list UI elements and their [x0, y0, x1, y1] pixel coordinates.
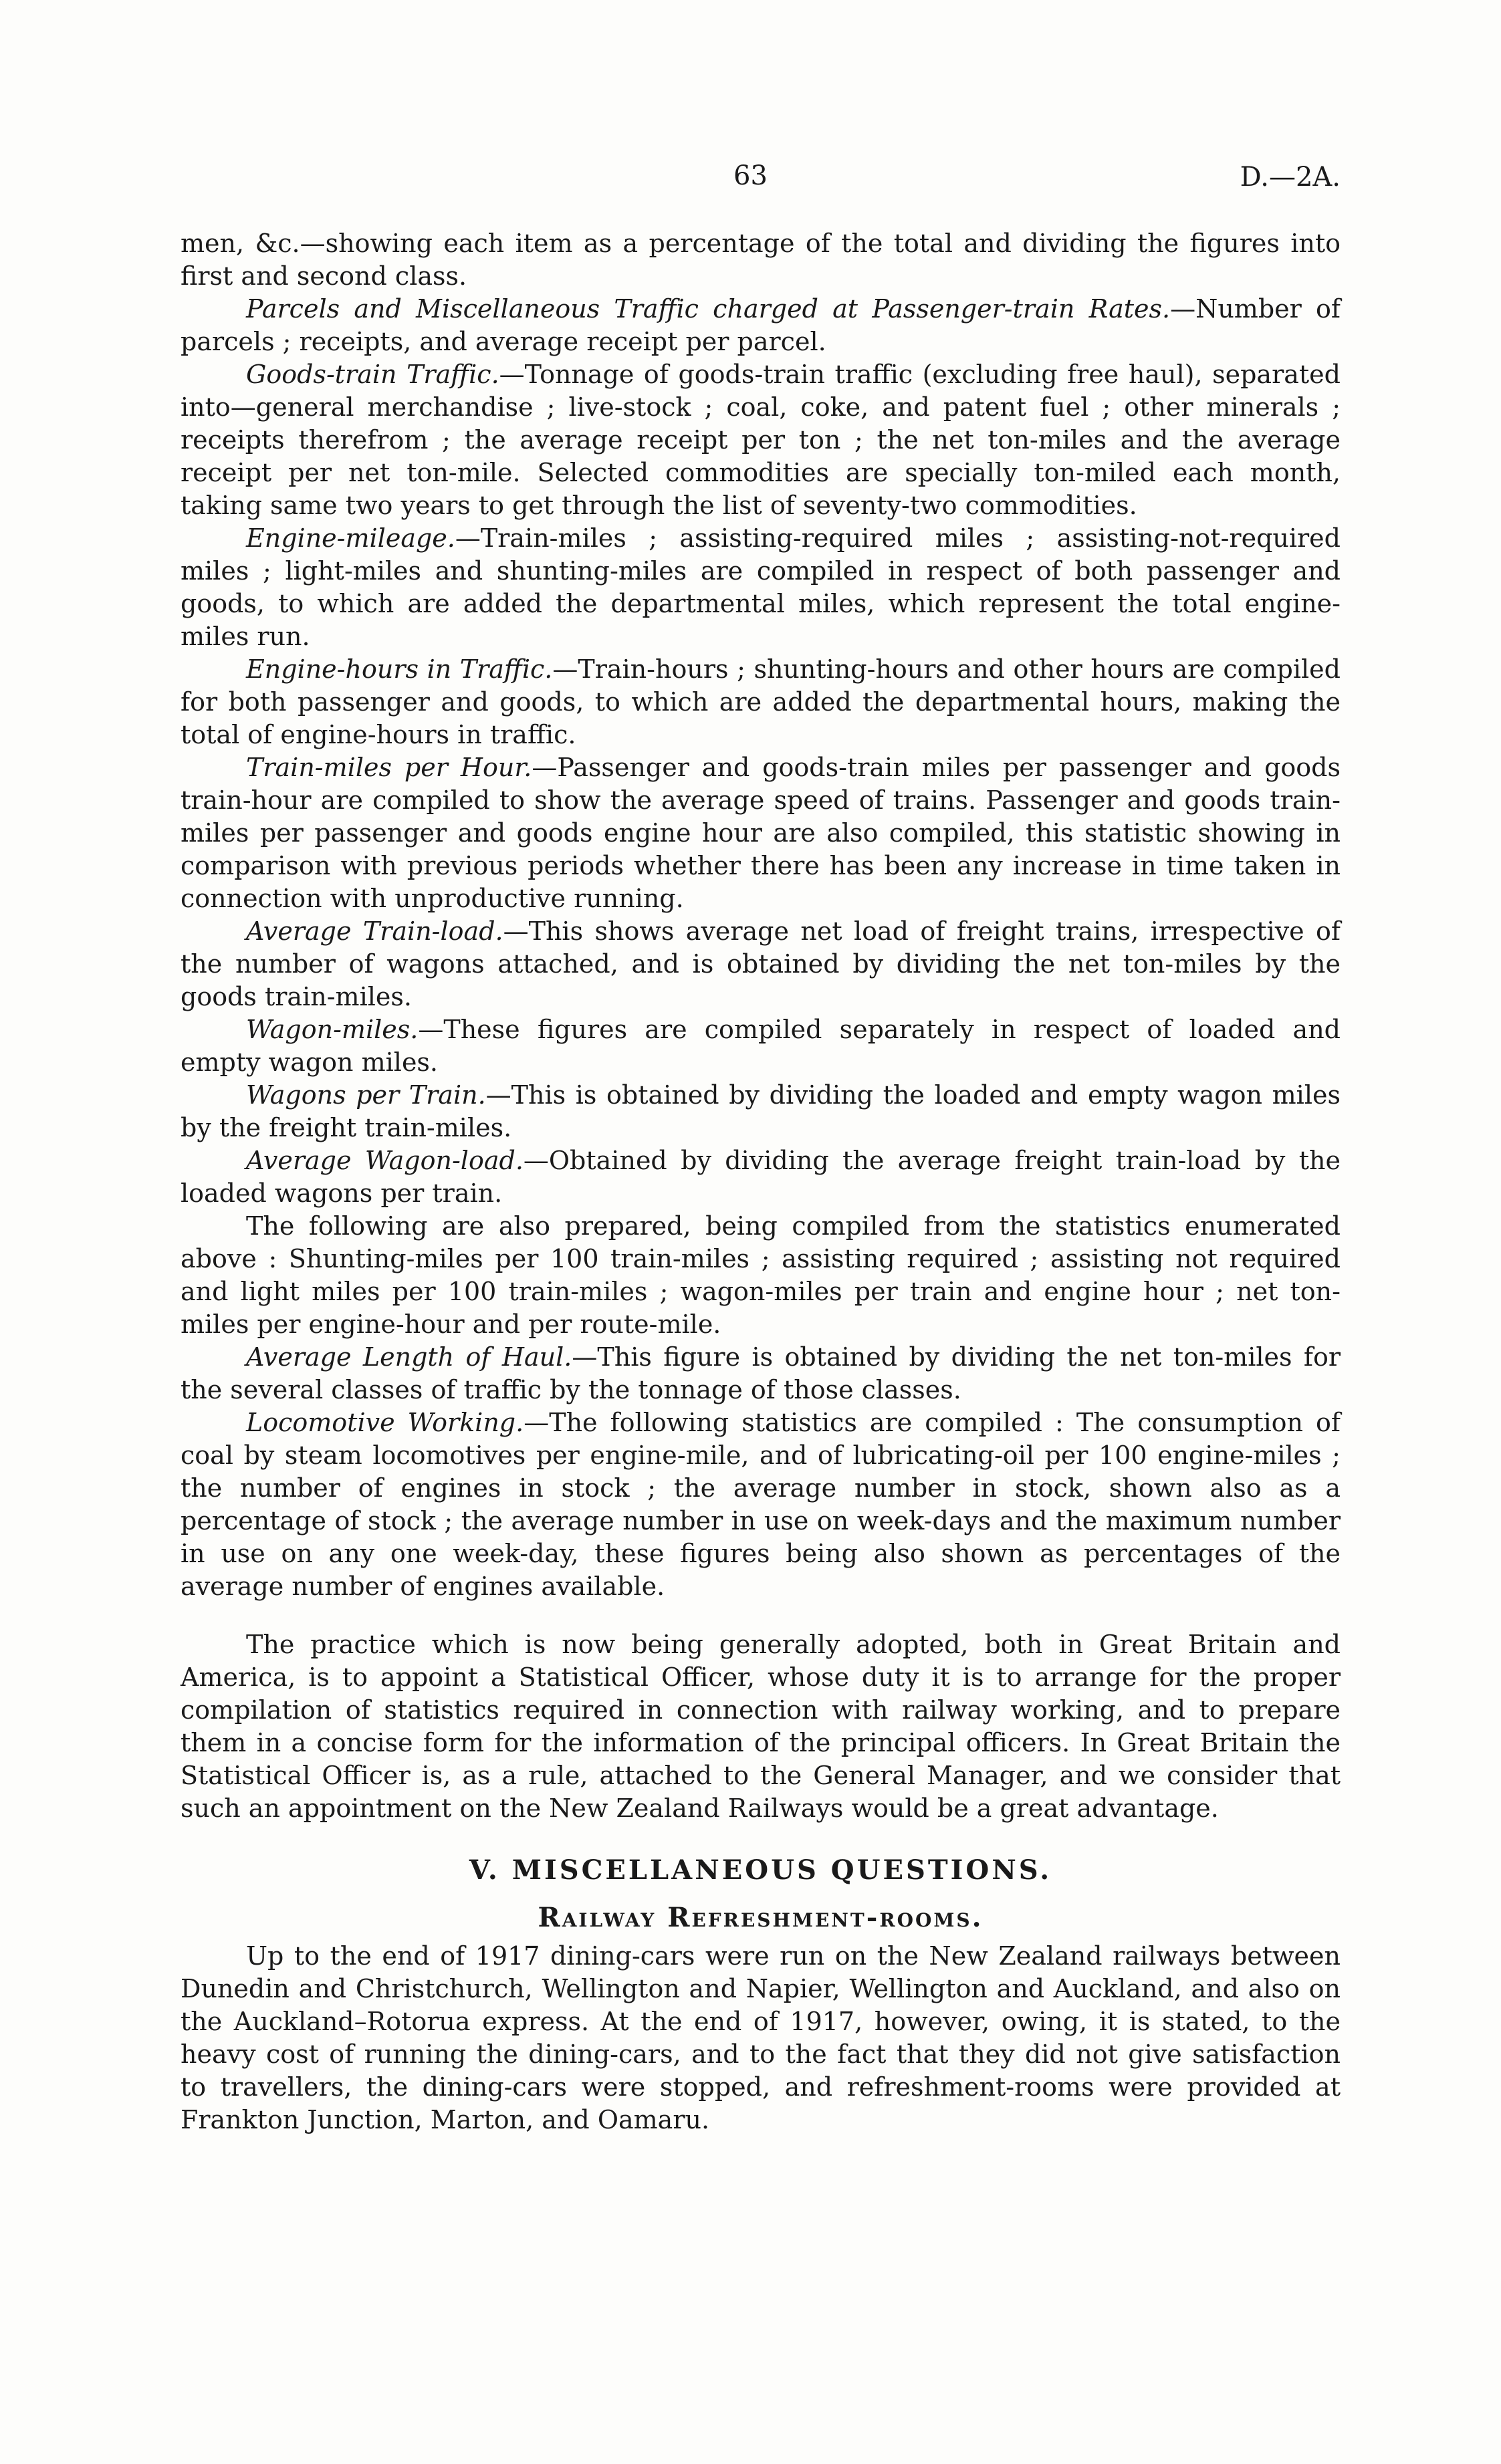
paragraph-lead: Wagons per Train.	[246, 1080, 486, 1110]
paragraph	[181, 1144, 1341, 1210]
paragraph	[181, 293, 1341, 358]
paragraph	[181, 653, 1341, 751]
paragraph-text: —Number of parcels ; receipts, and average receipt per parcel.	[181, 294, 1341, 356]
paragraph-text: —Tonnage of goods-train traffic (excluding free haul), separated into—general merchandise ; live-stock ; coal, coke, and patent fuel ; other minerals ; receipts therefrom ; the average receipt per ton ; the net ton-miles and the average receipt per net ton-mile. Selected commodities are specially ton-miled each month, taking same two years to get through the list of seventy-two commodities.	[181, 360, 1341, 520]
section-heading: V. MISCELLANEOUS QUESTIONS.	[469, 1854, 1052, 1886]
paragraph-lead: Train-miles per Hour.	[246, 753, 532, 782]
paragraph	[181, 751, 1341, 915]
paragraph-text: —Obtained by dividing the average freight train-load by the loaded wagons per train.	[181, 1146, 1341, 1208]
paragraph-lead: Engine-hours in Traffic.	[246, 654, 553, 684]
paragraph-text: —The following statistics are compiled : The consumption of coal by steam locomotives per engine-mile, and of lubricating-oil per 100 engine-miles ; the number of engines in stock ; the average number in stock, shown also as a percentage of stock ; the average number in use on week-days and the maximum number in use on any one week-day, these figures being also shown as percentages of the average number of engines available.	[181, 1408, 1341, 1601]
paragraph-lead: Wagon-miles.	[246, 1015, 419, 1044]
paragraph-text: —Train-miles ; assisting-required miles ; assisting-not-required miles ; light-miles and shunting-miles are compiled in respect of both passenger and goods, to which are added the departmental miles, which represent the total engine-miles run.	[181, 523, 1341, 651]
paragraph-text: —Passenger and goods-train miles per passenger and goods train-hour are compiled to show the average speed of trains. Passenger and goods train-miles per passenger and goods engine hour are also compiled, this statistic showing in comparison with previous periods whether there has been any increase in time taken in connection with unproductive running.	[181, 753, 1341, 913]
paragraph-lead: Average Length of Haul.	[246, 1342, 572, 1372]
paragraph	[181, 1079, 1341, 1144]
paragraph-lead: Average Train-load.	[246, 916, 503, 946]
section-paragraph: Up to the end of 1917 dining-cars were run on the New Zealand railways between Dunedin and Christchurch, Wellington and Napier, Wellington and Auckland, and also on the Auckland–Rotorua express. At the end of 1917, however, owing, it is stated, to the heavy cost of running the dining-cars, and to the fact that they did not give satisfaction to travellers, the dining-cars were stopped, and refreshment-rooms were provided at Frankton Junction, Marton, and Oamaru.	[181, 1941, 1341, 2134]
body-text	[181, 227, 1341, 2136]
paragraph	[181, 522, 1341, 653]
paragraph-lead: Parcels and Miscellaneous Traffic charged at Passenger-train Rates.	[246, 294, 1171, 324]
paragraph-text: men, &c.—showing each item as a percentage of the total and dividing the figures into first and second class.	[181, 229, 1341, 291]
page-number: 63	[733, 160, 768, 191]
paragraph-lead: Locomotive Working.	[246, 1408, 524, 1437]
paragraph-lead: Average Wagon-load.	[246, 1146, 524, 1175]
paragraph	[181, 227, 1341, 293]
paragraph-text: The following are also prepared, being compiled from the statistics enumerated above : Shunting-miles per 100 train-miles ; assisting required ; assisting not required and light miles per 100 train-miles ; wagon-miles per train and engine hour ; net ton-miles per engine-hour and per route-mile.	[181, 1211, 1341, 1339]
section-subheading: Railway Refreshment-rooms.	[538, 1902, 984, 1933]
paragraph-text: —These figures are compiled separately in respect of loaded and empty wagon miles.	[181, 1015, 1341, 1077]
paragraph-text: —This shows average net load of freight trains, irrespective of the number of wagons attached, and is obtained by dividing the net ton-miles by the goods train-miles.	[181, 916, 1341, 1011]
paragraph	[181, 1210, 1341, 1341]
paragraph-lead: Engine-mileage.	[246, 523, 455, 553]
paragraph	[181, 1406, 1341, 1603]
paragraph	[181, 915, 1341, 1013]
closing-paragraph: The practice which is now being generally adopted, both in Great Britain and America, is to appoint a Statistical Officer, whose duty it is to arrange for the proper compilation of statistics required in connection with railway working, and to prepare them in a concise form for the information of the principal officers. In Great Britain the Statistical Officer is, as a rule, attached to the General Manager, and we consider that such an appointment on the New Zealand Railways would be a great advantage.	[181, 1630, 1341, 1823]
paragraph-text: —Train-hours ; shunting-hours and other hours are compiled for both passenger and goods, to which are added the departmental hours, making the total of engine-hours in traffic.	[181, 654, 1341, 749]
paragraph	[181, 1013, 1341, 1079]
paragraph-lead: Goods-train Traffic.	[246, 360, 499, 389]
paragraph-gap	[181, 1603, 1341, 1628]
paragraph	[181, 358, 1341, 522]
paragraph-text: —This is obtained by dividing the loaded and empty wagon miles by the freight train-miles.	[181, 1080, 1341, 1142]
document-reference: D.—2A.	[1240, 162, 1341, 193]
paragraph-text: —This figure is obtained by dividing the net ton-miles for the several classes of traffic by the tonnage of those classes.	[181, 1342, 1341, 1404]
paragraph	[181, 1341, 1341, 1406]
